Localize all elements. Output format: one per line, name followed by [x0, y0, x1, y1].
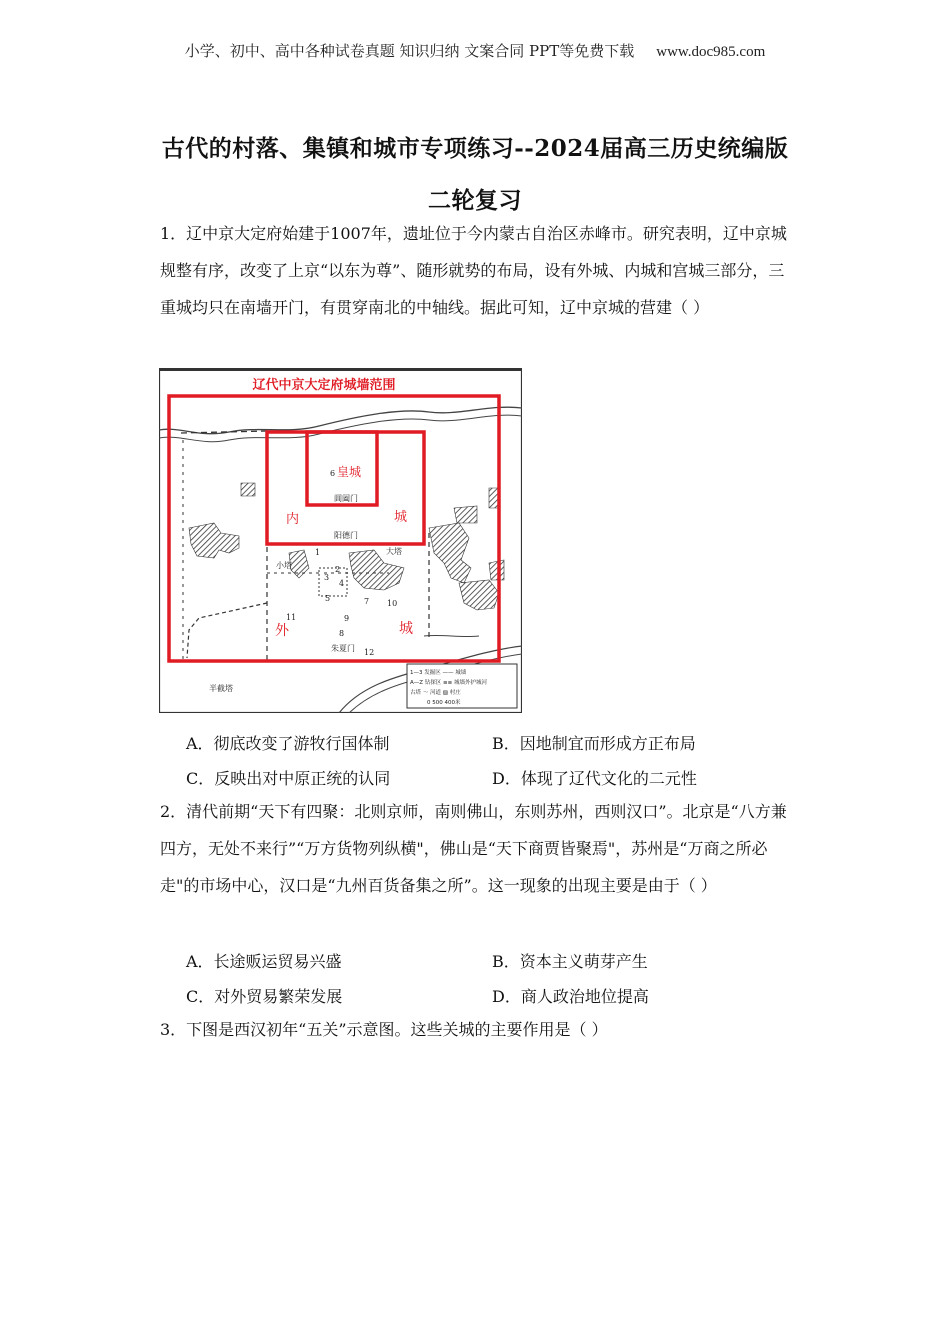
label-zhuxia-gate: 朱夏门: [331, 644, 355, 653]
q1-option-b: B．因地制宜而形成方正布局: [492, 734, 696, 753]
q1-option-c: C．反映出对中原正统的认同: [186, 769, 391, 788]
q1-option-a: A．彻底改变了游牧行国体制: [186, 734, 390, 753]
question-3-stem: 3．下图是西汉初年“五关”示意图。这些关城的主要作用是（ ）: [160, 1020, 608, 1039]
q2-option-c: C．对外贸易繁荣发展: [186, 987, 343, 1006]
legend-line-1: 1—3 发掘区 —— 城墙: [410, 670, 467, 676]
q1-option-d: D．体现了辽代文化的二元性: [492, 769, 697, 788]
map-title: 辽代中京大定府城墙范围: [252, 377, 396, 392]
question-1-stem: 1．辽中京大定府始建于1007年，遗址位于今内蒙古自治区赤峰市。研究表明，辽中京城规整有序，改变了上京“以东为尊”、随形就势的布局，设有外城、内城和宫城三部分，三重城均只在南墙开门，有贯穿南北的中轴线。据此可知，辽中京城的营建（ ）: [160, 224, 787, 317]
label-data: 大塔: [386, 547, 402, 556]
q2-option-b: B．资本主义萌芽产生: [492, 952, 648, 971]
header-left-text: 小学、初中、高中各种试卷真题 知识归纳 文案合同 PPT等免费下载: [184, 42, 635, 60]
site-number-2: 2: [335, 565, 341, 574]
label-nei: 内: [286, 512, 300, 527]
question-2-stem: 2．清代前期“天下有四聚：北则京师，南则佛山，东则苏州，西则汉口”。北京是“八方兼四方，无处不来行”“万方货物列纵横"，佛山是“天下商贾皆聚焉"，苏州是“万商之所必走"的市场中心，汉口是“九州百货备集之所”。这一现象的出现主要是由于（ ）: [160, 802, 787, 895]
legend-line-3: 古塔 ～ 河道 ▨ 村庄: [410, 690, 461, 696]
site-number-3: 3: [324, 573, 330, 582]
label-wai-cheng: 城: [399, 621, 413, 637]
legend-line-2: A—Z 钻探区 ≡≡ 城墙外护城河: [410, 680, 487, 686]
liao-zhongjing-map: [159, 368, 522, 713]
site-number-6: 6: [330, 469, 336, 478]
label-xiaota: 小塔: [276, 561, 292, 570]
site-number-8: 8: [339, 629, 345, 638]
site-number-10: 10: [387, 599, 398, 608]
site-number-4: 4: [339, 579, 345, 588]
label-yangde-gate: 阳德门: [334, 531, 358, 540]
label-huangcheng: 皇城: [337, 465, 362, 479]
label-nei-cheng: 城: [394, 510, 408, 525]
label-changhe-gate: 阊阖门: [334, 494, 358, 503]
site-number-9: 9: [344, 614, 350, 623]
site-number-11: 11: [286, 613, 297, 622]
site-number-5: 5: [325, 594, 331, 603]
q2-option-a: A．长途贩运贸易兴盛: [186, 952, 342, 971]
label-banjieta: 半截塔: [209, 684, 233, 693]
q2-option-d: D．商人政治地位提高: [492, 987, 649, 1006]
document-title-line2: 二轮复习: [428, 187, 522, 214]
site-number-1: 1: [315, 548, 321, 557]
legend-scale: 0 500 400米: [427, 700, 461, 706]
page-header: [0, 40, 950, 61]
label-wai: 外: [275, 623, 289, 639]
header-site-url: www.doc985.com: [656, 44, 766, 60]
document-title-line1: 古代的村落、集镇和城市专项练习--2024届高三历史统编版: [161, 135, 789, 162]
site-number-12: 12: [364, 648, 375, 657]
site-number-7: 7: [364, 597, 370, 606]
